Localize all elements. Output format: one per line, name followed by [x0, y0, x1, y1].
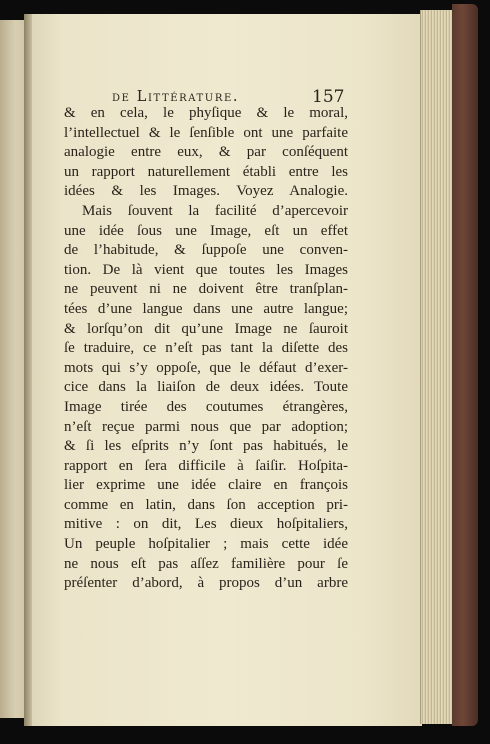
- text-line: de l’habitude, & ſuppoſe une conven-: [64, 242, 348, 259]
- text-line: ne nous eſt pas aſſez familière pour ſe: [64, 555, 348, 572]
- text-line: & en cela, le phyſique & le moral,: [64, 105, 348, 121]
- page-number: 157: [312, 87, 345, 107]
- text-line: mitive : on dit, Les dieux hoſpitaliers,: [64, 516, 348, 533]
- text-line: un rapport naturellement établi entre les: [64, 163, 348, 180]
- page-fore-edge: [420, 10, 455, 724]
- running-title: de Littérature.: [112, 89, 240, 105]
- text-line: tion. De là vient que toutes les Images: [64, 261, 348, 278]
- left-page-edge: [0, 20, 27, 718]
- text-line: idées & les Images. Voyez Analogie.: [64, 183, 348, 200]
- text-line: une idée ſous une Image, eſt un effet: [64, 222, 348, 239]
- text-line: préſenter d’abord, à propos d’un arbre: [64, 575, 348, 592]
- book-cover-edge: [452, 4, 478, 726]
- text-line: & ſi les eſprits n’y ſont pas habitués, le: [64, 438, 348, 455]
- text-line: comme en latin, dans ſon acception pri-: [64, 496, 348, 513]
- body-text: [64, 104, 348, 594]
- book-gutter: [24, 14, 32, 726]
- text-line: Un peuple hoſpitalier ; mais cette idée: [64, 536, 348, 553]
- text-line: cice dans la liaiſon de deux idées. Toute: [64, 379, 348, 396]
- text-line: ſe traduire, ce n’eſt pas tant la diſette des: [64, 340, 348, 357]
- text-line: ne peuvent ni ne doivent être tranſplan-: [64, 281, 348, 298]
- text-line: Image tirée des coutumes étrangères,: [64, 398, 348, 415]
- text-line: lier exprime une idée claire en françois: [64, 477, 348, 494]
- text-line: l’intellectuel & le ſenſible ont une parfaite: [64, 124, 348, 141]
- text-line: tées d’une langue dans une autre langue;: [64, 300, 348, 317]
- text-line: & lorſqu’on dit qu’une Image ne ſauroit: [64, 320, 348, 337]
- text-line: Mais ſouvent la facilité d’apercevoir: [82, 202, 348, 219]
- text-line: n’eſt reçue parmi nous que par adoption;: [64, 418, 348, 435]
- text-line: rapport en ſera difficile à ſaiſir. Hoſpita-: [64, 457, 348, 474]
- text-line: analogie entre eux, & par conſéquent: [64, 144, 348, 161]
- text-line: mots qui s’y oppoſe, que le défaut d’exer-: [64, 359, 348, 376]
